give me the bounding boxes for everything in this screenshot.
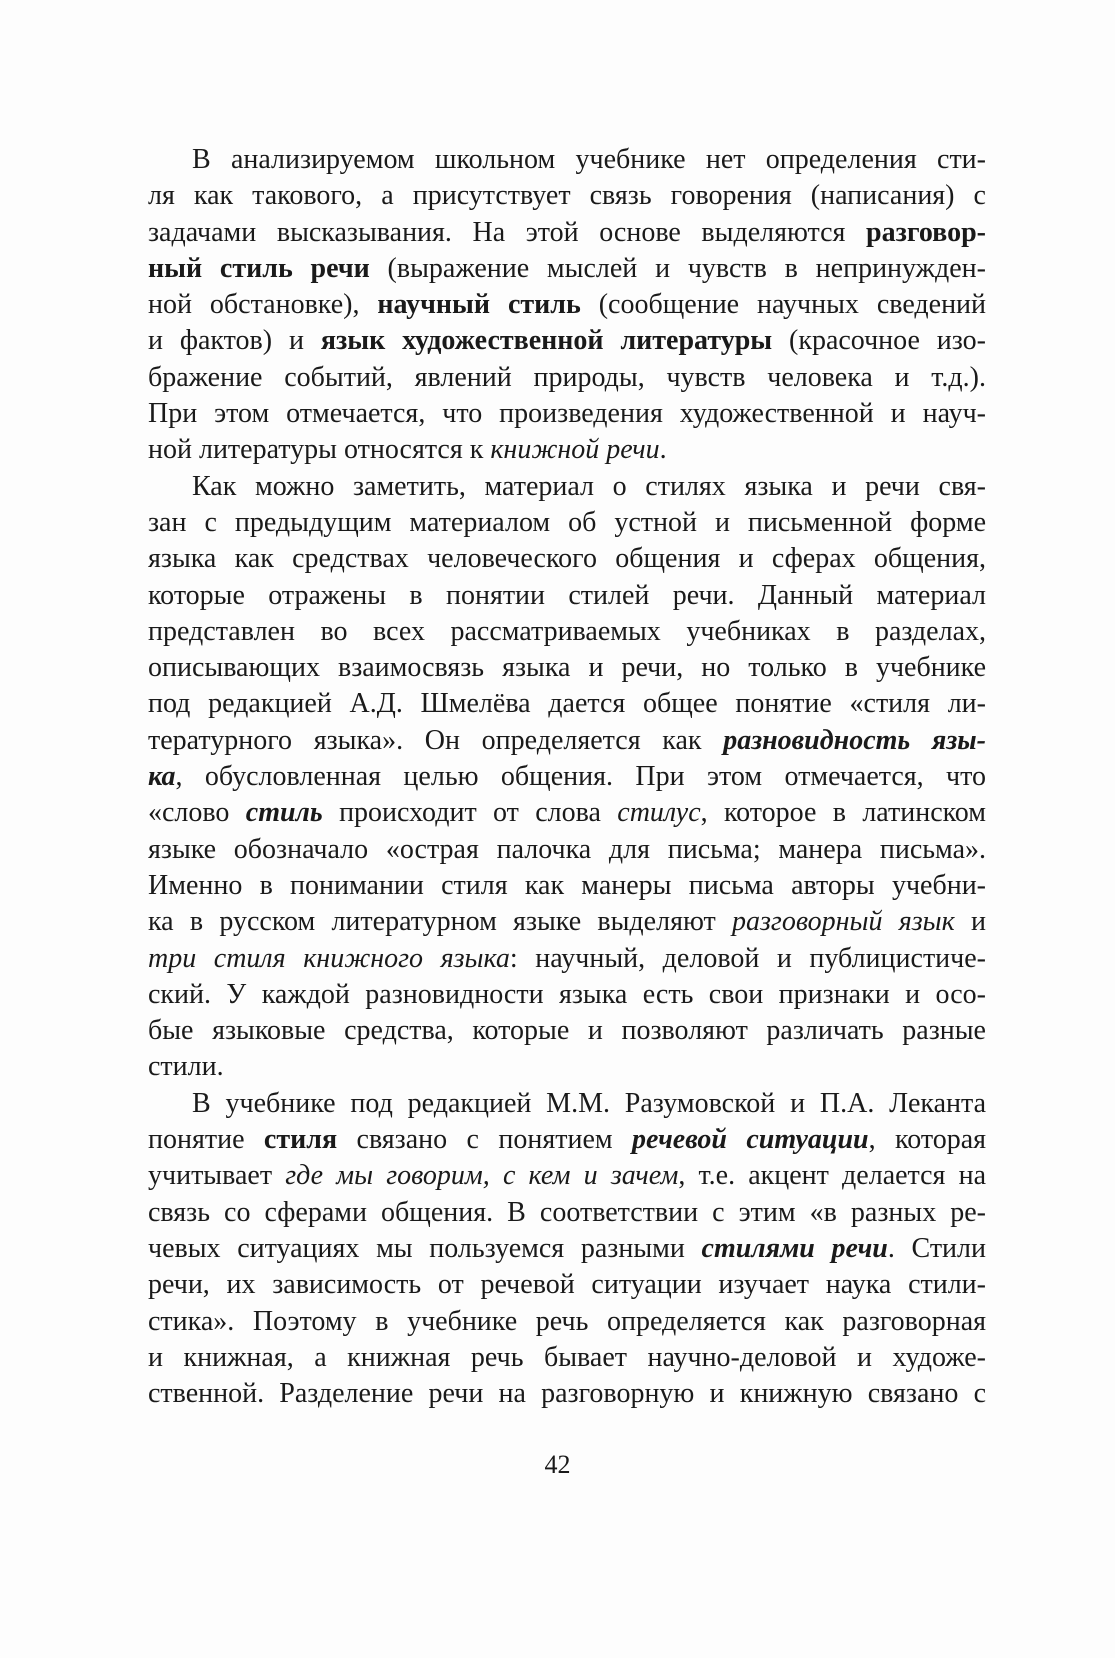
bold-italic-term: ка	[148, 761, 176, 793]
bold-term: язык художественной литературы	[320, 325, 773, 357]
text-run: : научный, деловой и публицистиче-	[509, 942, 986, 974]
text-run: языка как средствах человеческого общения и сферах общения,	[148, 543, 986, 575]
text-run: (выражение мыслей и чувств в непринужден-	[369, 252, 986, 284]
italic-term: стилус	[617, 797, 701, 829]
text-line	[148, 759, 986, 795]
text-run: учитывает	[148, 1160, 286, 1192]
text-line	[148, 941, 986, 977]
text-run: ский. У каждой разновидности языка есть свои признаки и осо-	[148, 978, 986, 1010]
text-run: Как можно заметить, материал о стилях языка и речи свя-	[192, 470, 986, 502]
text-line	[148, 1195, 986, 1231]
text-run: бые языковые средства, которые и позволяют различать разные	[148, 1015, 986, 1047]
italic-term: три стиля книжного языка	[148, 942, 510, 974]
text-line	[148, 469, 986, 505]
text-run: , которое в латинском	[700, 797, 986, 829]
text-line	[148, 396, 986, 432]
text-run: При этом отмечается, что произведения художественной и науч-	[148, 398, 986, 430]
text-run: связь со сферами общения. В соответствии с этим «в разных ре-	[148, 1196, 986, 1228]
paragraph	[148, 469, 986, 1086]
text-line	[148, 432, 986, 468]
text-run: . Стили	[887, 1232, 986, 1264]
text-line	[148, 1013, 986, 1049]
text-run: происходит от слова	[322, 797, 618, 829]
bold-term: разговор-	[866, 216, 986, 248]
text-run: В учебнике под редакцией М.М. Разумовской и П.А. Леканта	[192, 1087, 986, 1119]
text-line	[148, 904, 986, 940]
text-run: (красочное изо-	[772, 325, 986, 357]
text-run: Именно в понимании стиля как манеры письма авторы учебни-	[148, 869, 986, 901]
text-run: ственной. Разделение речи на разговорную и книжную связано с	[148, 1378, 986, 1410]
text-line	[148, 1376, 986, 1412]
text-line	[148, 251, 986, 287]
text-line	[148, 1267, 986, 1303]
text-run: и книжная, а книжная речь бывает научно-деловой и художе-	[148, 1341, 986, 1373]
italic-term: книжной речи	[490, 434, 660, 466]
text-line	[148, 723, 986, 759]
text-line	[148, 686, 986, 722]
text-run: ка в русском литературном языке выделяют	[148, 906, 732, 938]
bold-term: научный стиль	[377, 289, 581, 321]
text-line	[148, 142, 986, 178]
text-run: и фактов) и	[148, 325, 321, 357]
text-run: чевых ситуациях мы пользуемся разными	[148, 1232, 702, 1264]
text-line	[148, 832, 986, 868]
text-run: языке обозначало «острая палочка для письма; манера письма».	[148, 833, 986, 865]
text-run: и	[954, 906, 986, 938]
text-run: описывающих взаимосвязь языка и речи, но только в учебнике	[148, 652, 986, 684]
text-line	[148, 795, 986, 831]
text-run: , обусловленная целью общения. При этом отмечается, что	[175, 761, 986, 793]
text-line	[148, 614, 986, 650]
text-run: , которая	[868, 1124, 986, 1156]
bold-italic-term: стиль	[245, 797, 323, 829]
text-run: задачами высказывания. На этой основе выделяются	[148, 216, 867, 248]
italic-term: разговорный язык	[732, 906, 955, 938]
text-line	[148, 178, 986, 214]
text-line	[148, 650, 986, 686]
text-run: (сообщение научных сведений	[580, 289, 987, 321]
text-run: В анализируемом школьном учебнике нет определения сти-	[192, 144, 986, 175]
text-line	[148, 287, 986, 323]
text-run: представлен во всех рассматриваемых учебниках в разделах,	[148, 615, 986, 647]
text-run: понятие	[148, 1124, 264, 1156]
text-run: ля как такового, а присутствует связь говорения (написания) с	[148, 180, 986, 212]
text-run: связано с понятием	[337, 1124, 633, 1156]
bold-italic-term: разновидность язы-	[723, 724, 986, 756]
text-line	[148, 1304, 986, 1340]
text-line	[148, 1158, 986, 1194]
text-run: стили.	[148, 1051, 224, 1083]
text-run: ной литературы относятся к	[148, 434, 491, 466]
text-run: бражение событий, явлений природы, чувств человека и т.д.).	[148, 361, 986, 393]
page-number: 42	[544, 1450, 571, 1479]
text-line	[148, 1122, 986, 1158]
text-line	[148, 1086, 986, 1122]
bold-italic-term: речевой ситуации	[632, 1124, 869, 1156]
text-line	[148, 541, 986, 577]
text-run: которые отражены в понятии стилей речи. Данный материал	[148, 579, 986, 611]
text-line	[148, 1231, 986, 1267]
text-run: «слово	[148, 797, 246, 829]
text-line	[148, 215, 986, 251]
paragraph	[148, 1086, 986, 1413]
paragraph	[148, 142, 986, 469]
bold-term: ный стиль речи	[148, 252, 370, 284]
text-line	[148, 1049, 986, 1085]
text-run: зан с предыдущим материалом об устной и письменной форме	[148, 506, 986, 538]
text-run: под редакцией А.Д. Шмелёва дается общее понятие «стиля ли-	[148, 688, 986, 720]
text-run: , т.е. акцент делается на	[678, 1160, 986, 1192]
text-run: стика». Поэтому в учебнике речь определяется как разговорная	[148, 1305, 986, 1337]
text-run: ной обстановке),	[148, 289, 378, 321]
bold-term: стиля	[263, 1124, 338, 1156]
text-run: .	[659, 434, 667, 466]
text-line	[148, 977, 986, 1013]
text-line	[148, 323, 986, 359]
text-run: тературного языка». Он определяется как	[148, 724, 724, 756]
text-line	[148, 578, 986, 614]
bold-italic-term: стилями речи	[701, 1232, 888, 1264]
text-line	[148, 360, 986, 396]
italic-term: где мы говорим, с кем и зачем	[285, 1160, 679, 1192]
body-text	[148, 142, 986, 1412]
text-line	[148, 505, 986, 541]
text-run: речи, их зависимость от речевой ситуации изучает наука стили-	[148, 1269, 986, 1301]
text-line	[148, 1340, 986, 1376]
text-line	[148, 868, 986, 904]
